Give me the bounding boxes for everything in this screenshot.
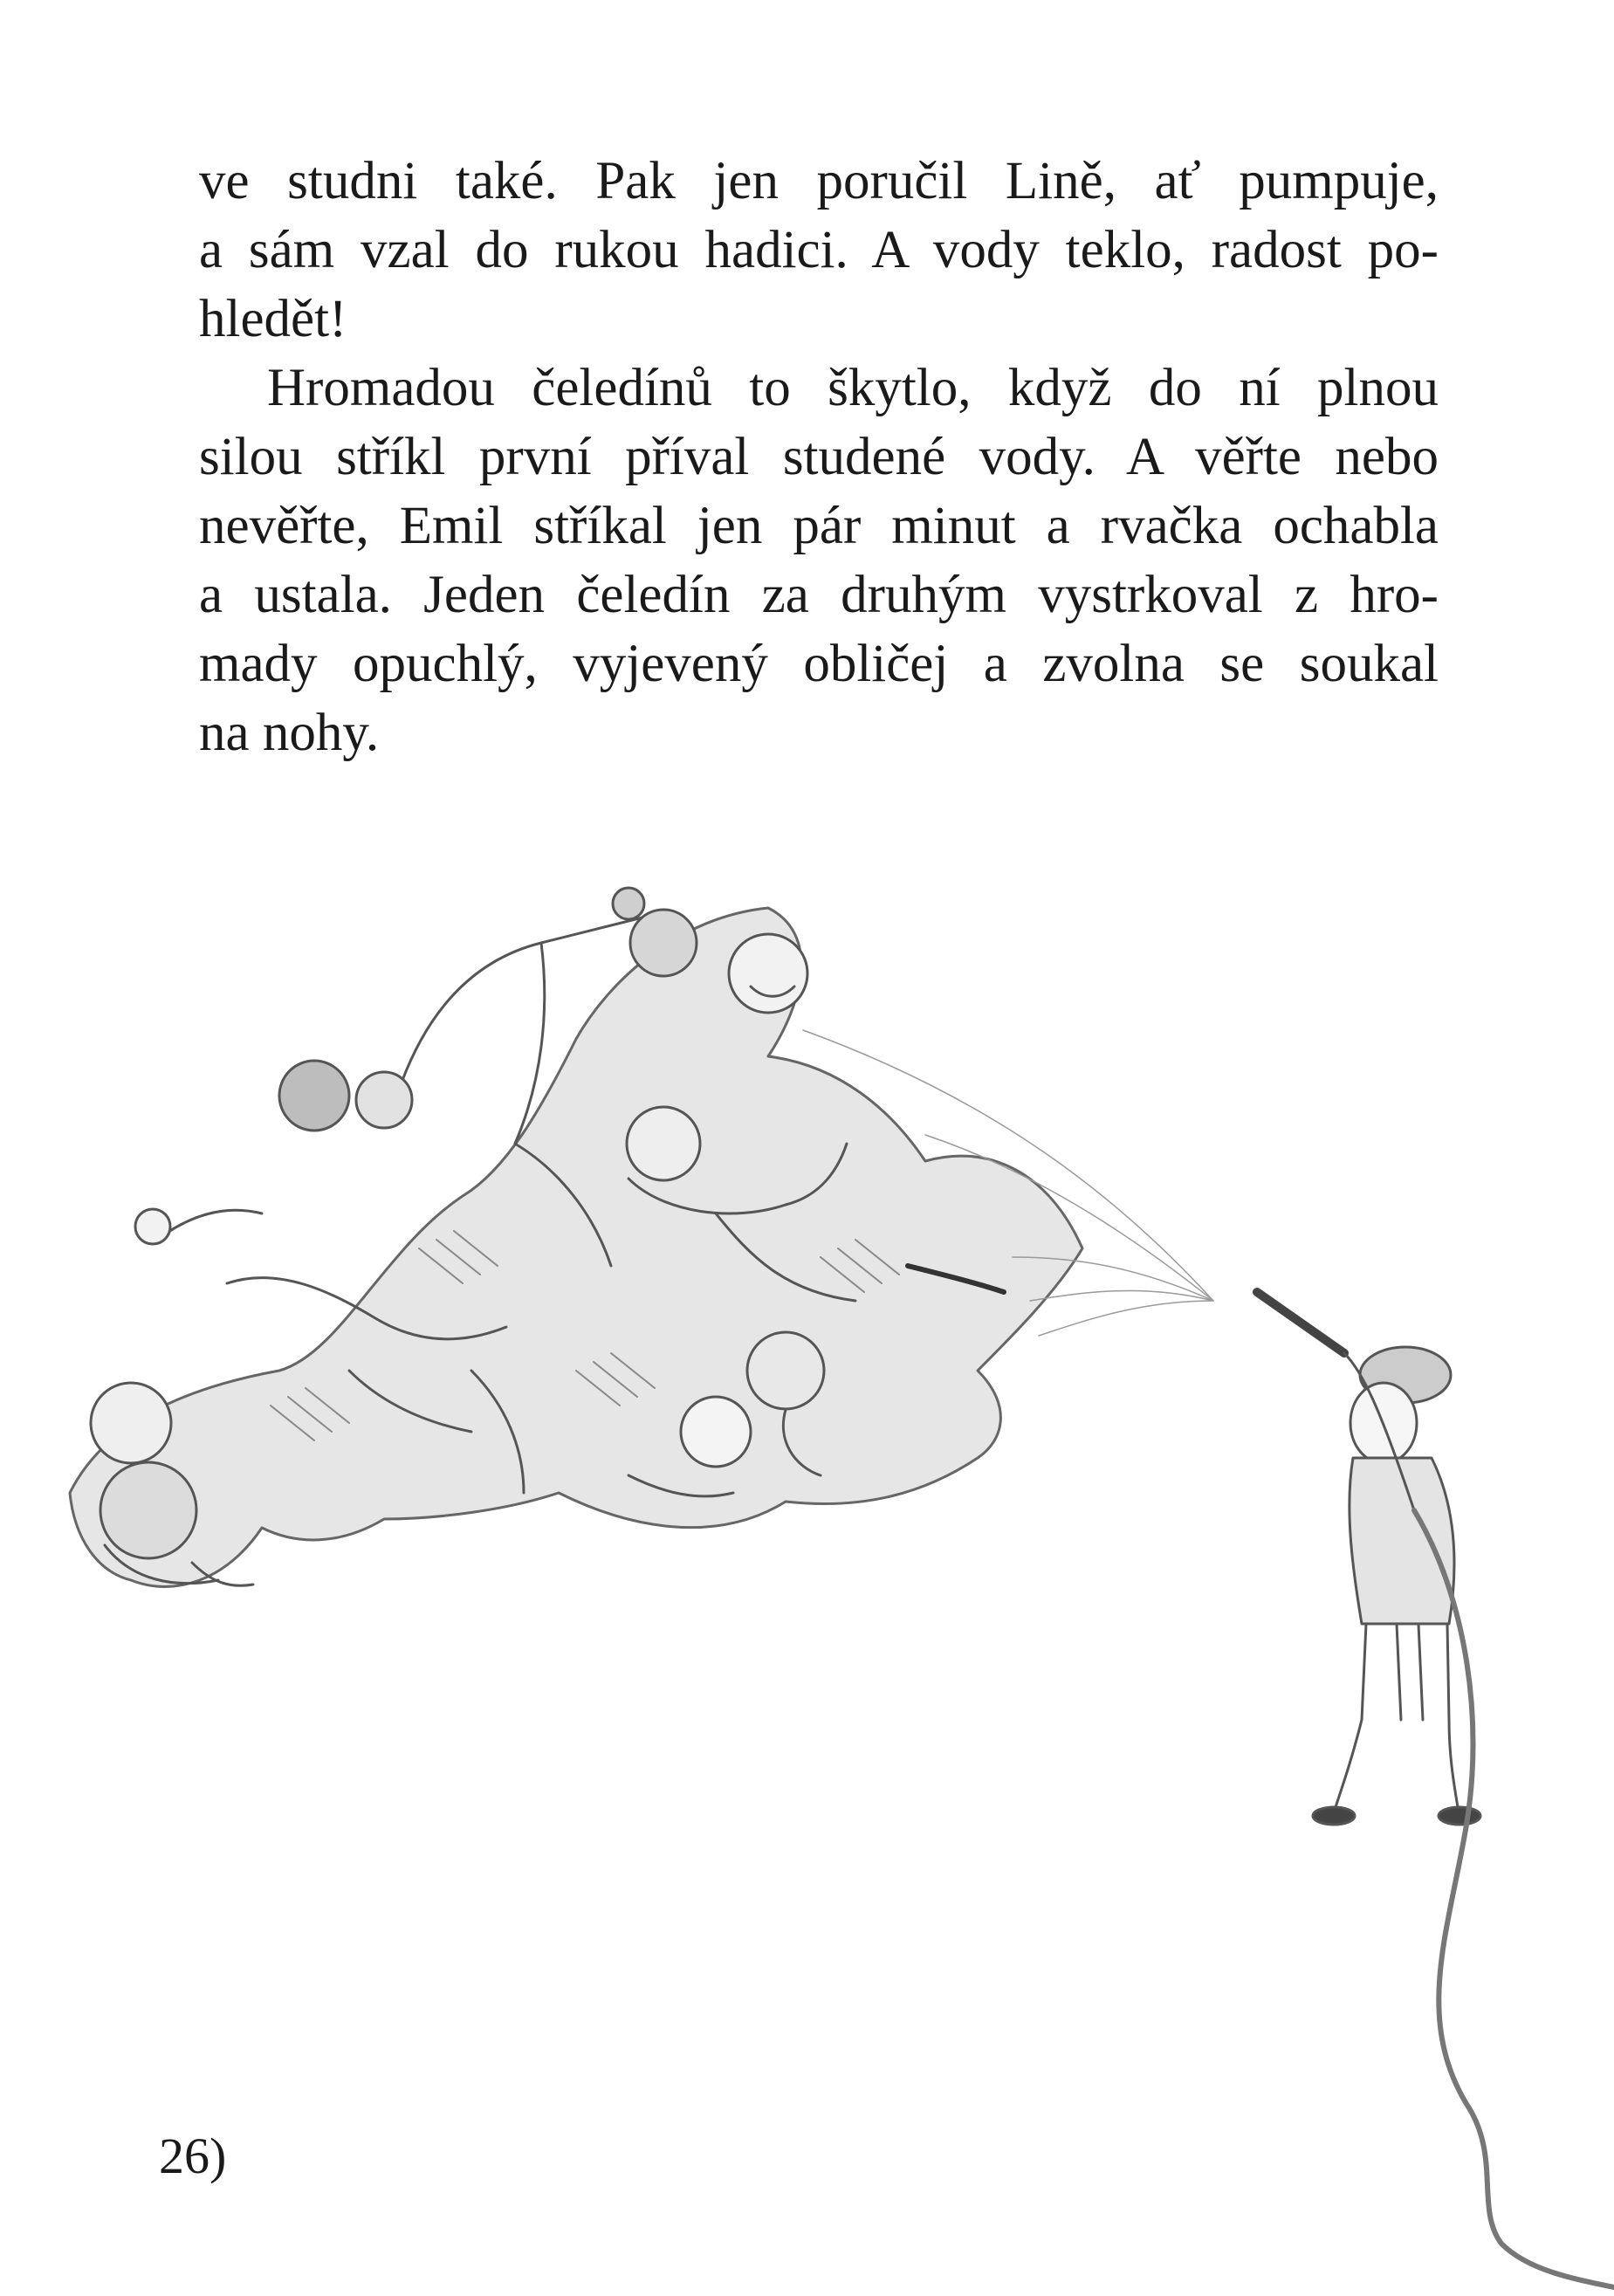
- brawl-pile-drawing: [70, 888, 1082, 1587]
- body-text: [199, 147, 1439, 767]
- text-line: ve studni také. Pak jen poručil Lině, ať pumpuje,: [199, 152, 1439, 210]
- text-line: hledět!: [199, 290, 347, 348]
- text-line: Hromadou čeledínů to škytlo, když do ní plnou: [267, 359, 1439, 417]
- text-line: na nohy.: [199, 704, 380, 762]
- text-line: a sám vzal do rukou hadici. A vody teklo, radost po-: [199, 221, 1439, 279]
- page-number: 26): [159, 2128, 227, 2184]
- illustration-brawl-hose: [52, 882, 1614, 2296]
- text-line: silou stříkl první příval studené vody. A věřte nebo: [199, 428, 1439, 486]
- text-line: mady opuchlý, vyjevený obličej a zvolna se soukal: [199, 635, 1439, 693]
- boy-with-hose-drawing: [1257, 1292, 1614, 2287]
- text-line: a ustala. Jeden čeledín za druhým vystrkoval z hro-: [199, 566, 1439, 624]
- text-line: nevěřte, Emil stříkal jen pár minut a rvačka ochabla: [199, 497, 1439, 555]
